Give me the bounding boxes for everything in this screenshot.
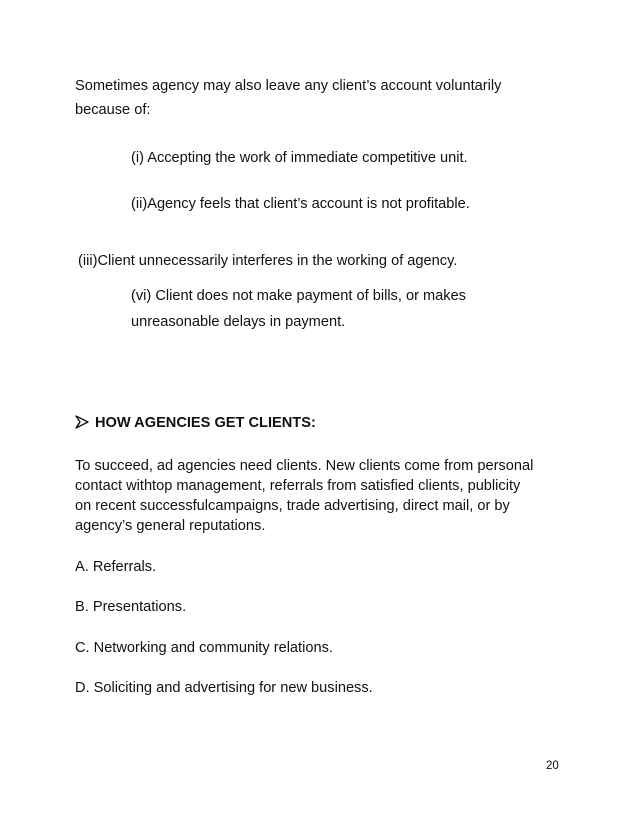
intro-line-1: Sometimes agency may also leave any client’s account voluntarily [75, 78, 502, 94]
section-heading-text: HOW AGENCIES GET CLIENTS: [95, 415, 316, 431]
section-heading [75, 413, 316, 435]
paragraph-line-2: contact withtop management, referrals from satisfied clients, publicity [75, 478, 521, 494]
paragraph-line-1: To succeed, ad agencies need clients. New clients come from personal [75, 458, 534, 474]
list-item-a: A. Referrals. [75, 559, 157, 575]
list-item-b: B. Presentations. [75, 599, 187, 615]
reason-item-3: (iii)Client unnecessarily interferes in the working of agency. [78, 253, 458, 269]
list-item-d: D. Soliciting and advertising for new business. [75, 680, 373, 696]
paragraph-line-4: agency’s general reputations. [75, 518, 266, 534]
intro-line-2: because of: [75, 102, 151, 118]
page-number: 20 [546, 760, 559, 772]
reason-item-1: (i) Accepting the work of immediate competitive unit. [131, 150, 468, 166]
reason-item-4-line-1: (vi) Client does not make payment of bills, or makes [131, 288, 466, 304]
list-item-c: C. Networking and community relations. [75, 640, 333, 656]
reason-item-2: (ii)Agency feels that client’s account is not profitable. [131, 196, 470, 212]
arrow-bullet-icon [75, 415, 89, 435]
paragraph-line-3: on recent successfulcampaigns, trade advertising, direct mail, or by [75, 498, 510, 514]
reason-item-4-line-2: unreasonable delays in payment. [131, 314, 346, 330]
